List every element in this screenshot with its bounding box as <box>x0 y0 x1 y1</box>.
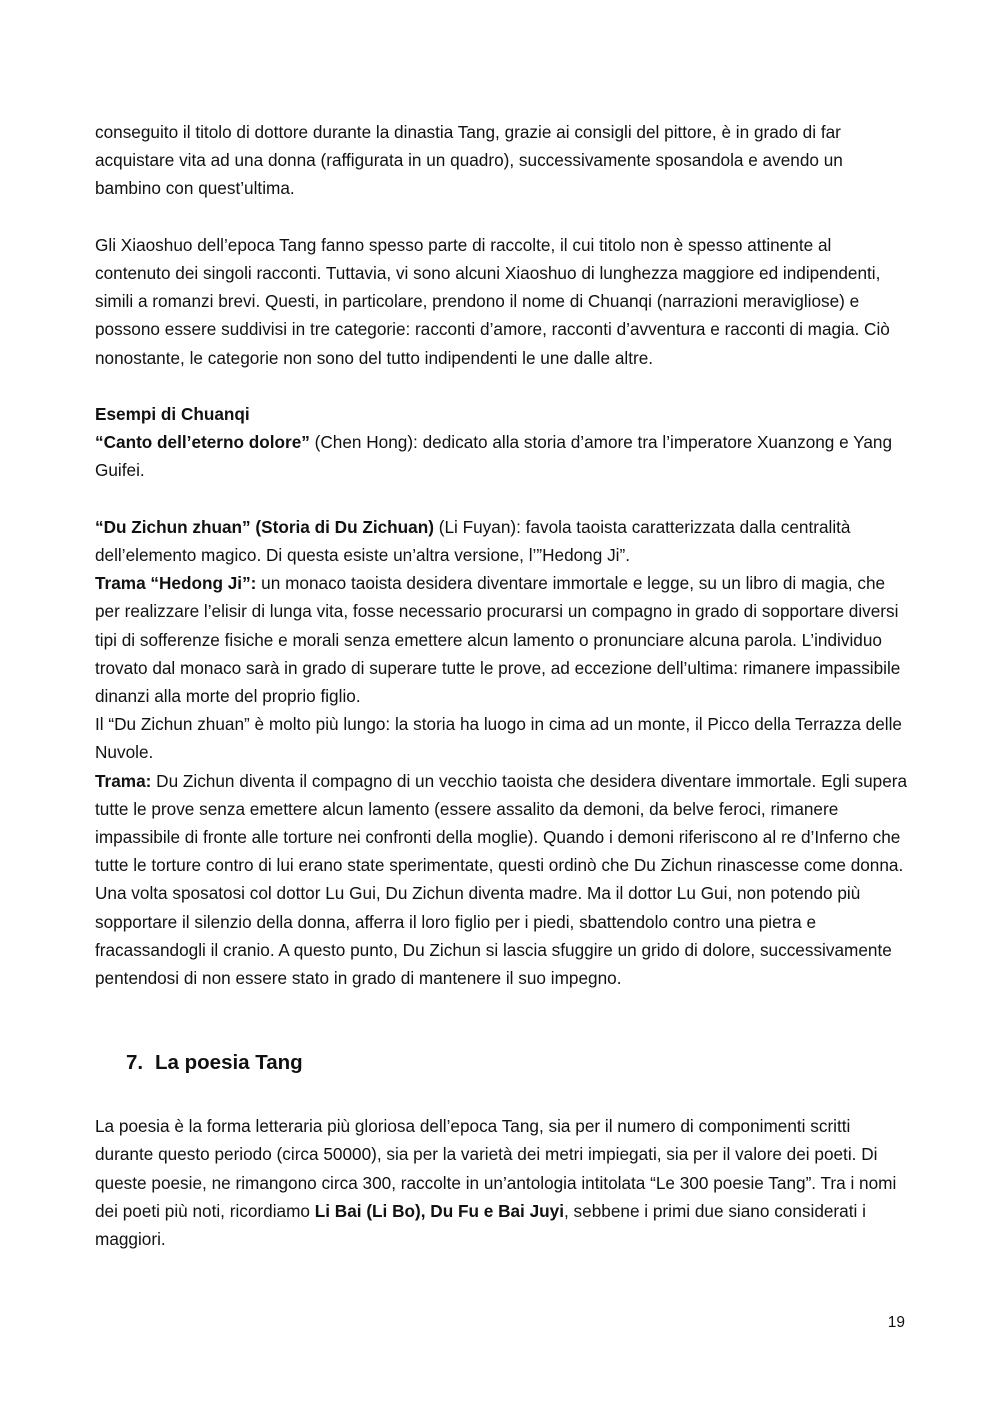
poetry-text-2: , sebbene i primi due siano considerati i maggiori. <box>95 1200 866 1250</box>
examples-heading <box>95 400 910 428</box>
poetry-poets: Li Bai (Li Bo), Du Fu e Bai Juyi <box>314 1200 564 1221</box>
paragraph-poetry <box>95 1112 910 1253</box>
paragraph-main-plot <box>95 767 910 993</box>
paragraph-canto <box>95 428 910 484</box>
paragraph-hedong-plot <box>95 569 910 710</box>
paragraph-spacer <box>95 203 910 231</box>
du-zichun-title: “Du Zichun zhuan” (Storia di Du Zichuan) <box>95 516 434 537</box>
du-zichun-text: (Li Fuyan): favola taoista caratterizzata dalla centralità dell’elemento magico. Di questa esiste un’altra versione, l’”Hedong Ji”. <box>95 516 851 565</box>
page-number: 19 <box>887 1314 905 1331</box>
hedong-plot-text: un monaco taoista desidera diventare immortale e legge, su un libro di magia, che per realizzare l’elisir di lunga vita, fosse necessario procurarsi un compagno in grado di sopportare diversi tipi di sofferenze fisiche e morali senza emettere alcun lamento o pronunciare alcuna parola. L’individuo trovato dal monaco sarà in grado di superare tutte le prove, ad eccezione dell’ultima: rimanere impassibile dinanzi alla morte del proprio figlio. <box>95 573 901 707</box>
section-number: 7. <box>126 1051 144 1075</box>
section-spacer <box>95 992 910 1048</box>
paragraph-spacer <box>95 485 910 513</box>
canto-title: “Canto dell’eterno dolore” <box>95 432 310 453</box>
section-heading <box>95 1048 910 1078</box>
paragraph-intro-continuation: conseguito il titolo di dottore durante la dinastia Tang, grazie ai consigli del pittore, è in grado di far acquistare vita ad una donna (raffigurata in un quadro), successivamente sposandola e avendo un bambino con quest’ultima. <box>95 122 843 199</box>
examples-heading-text: Esempi di Chuanqi <box>95 404 250 424</box>
poetry-text-1: La poesia è la forma letteraria più gloriosa dell’epoca Tang, sia per il numero di componimenti scritti durante questo periodo (circa 50000), sia per la varietà dei metri impiegati, sia per il valore dei poeti. Di queste poesie, ne rimangono circa 300, raccolte in un’antologia intitolata “Le 300 poesie Tang”. Tra i nomi dei poeti più noti, ricordiamo <box>95 1116 897 1221</box>
paragraph-spacer <box>95 372 910 400</box>
section-title: La poesia Tang <box>155 1051 303 1075</box>
section-spacer <box>95 1078 910 1112</box>
paragraph-du-zichun <box>95 513 910 569</box>
paragraph-du-zichun-longer: Il “Du Zichun zhuan” è molto più lungo: la storia ha luogo in cima ad un monte, il Picco della Terrazza delle Nuvole. <box>95 714 902 763</box>
hedong-plot-label: Trama “Hedong Ji”: <box>95 573 257 594</box>
paragraph-xiaoshuo: Gli Xiaoshuo dell’epoca Tang fanno spesso parte di raccolte, il cui titolo non è spesso attinente al contenuto dei singoli racconti. Tuttavia, vi sono alcuni Xiaoshuo di lunghezza maggiore ed indipendenti, simili a romanzi brevi. Questi, in particolare, prendono il nome di Chuanqi (narrazioni meravigliose) e possono essere suddivisi in tre categorie: racconti d’amore, racconti d’avventura e racconti di magia. Ciò nonostante, le categorie non sono del tutto indipendenti le une dalle altre. <box>95 234 890 368</box>
main-plot-text: Du Zichun diventa il compagno di un vecchio taoista che desidera diventare immortale. Egli supera tutte le prove senza emettere alcun lamento (essere assalito da demoni, da belve feroci, rimanere impassibile di fronte alle torture nei confronti della moglie). Quando i demoni riferiscono al re d’Inferno che tutte le torture contro di lui erano state sperimentate, questi ordinò che Du Zichun rinascesse come donna. Una volta sposatosi col dottor Lu Gui, Du Zichun diventa madre. Ma il dottor Lu Gui, non potendo più sopportare il silenzio della donna, afferra il loro figlio per i piedi, sbattendolo contro una pietra e fracassandogli il cranio. A questo punto, Du Zichun si lascia sfuggire un grido di dolore, successivamente pentendosi di non essere stato in grado di mantenere il suo impegno. <box>95 770 908 989</box>
document-page <box>95 118 910 1253</box>
main-plot-label: Trama: <box>95 770 152 791</box>
canto-text: (Chen Hong): dedicato alla storia d’amore tra l’imperatore Xuanzong e Yang Guifei. <box>95 432 893 481</box>
